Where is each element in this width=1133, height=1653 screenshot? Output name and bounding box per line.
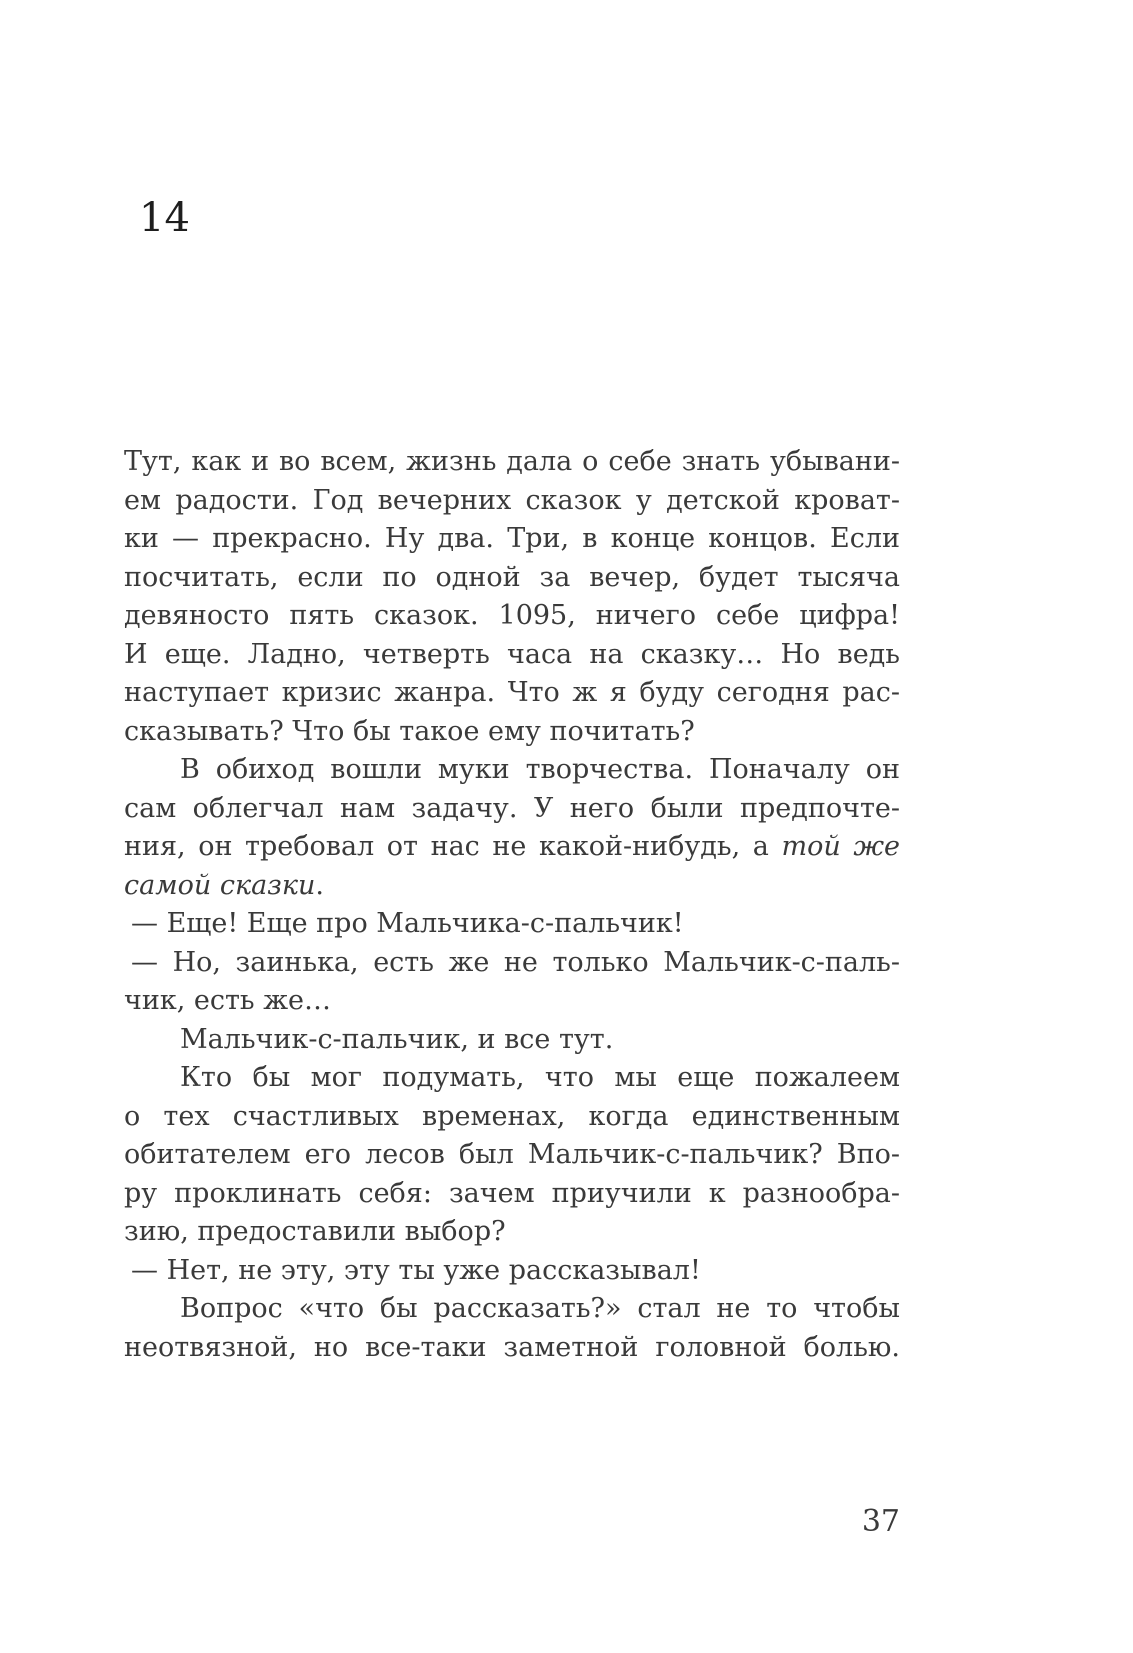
text-line: девяносто пять сказок. 1095, ничего себе цифра! xyxy=(124,600,900,631)
text-line: наступает кризис жанра. Что ж я буду сегодня рас- xyxy=(124,677,900,708)
text-line: обитателем его лесов был Мальчик-с-пальчик? Впо- xyxy=(124,1139,900,1170)
text-line: Мальчик-с-пальчик, и все тут. xyxy=(180,1023,614,1055)
text-line: ния, он требовал от нас не какой-нибудь, а той же xyxy=(124,831,900,862)
body-text xyxy=(124,443,900,1367)
text-line: ки — прекрасно. Ну два. Три, в конце концов. Если xyxy=(124,523,900,554)
text-line: сказывать? Что бы такое ему почитать? xyxy=(124,715,695,747)
text-line: неотвязной, но все-таки заметной головной болью. xyxy=(124,1331,900,1363)
page-number: 37 xyxy=(861,1504,900,1539)
text-line: чик, есть же… xyxy=(124,985,332,1016)
dialogue-line: — Нет, не эту, эту ты уже рассказывал! xyxy=(131,1254,701,1286)
text-line: о тех счастливых временах, когда единственным xyxy=(124,1100,900,1132)
dialogue-line: — Но, заинька, есть же не только Мальчик-с-паль- xyxy=(131,946,900,978)
dialogue-line: — Еще! Еще про Мальчика-с-пальчик! xyxy=(131,908,684,939)
chapter-number: 14 xyxy=(139,195,190,241)
text-line: ру проклинать себя: зачем приучили к разнообра- xyxy=(124,1177,900,1209)
text-line: Тут, как и во всем, жизнь дала о себе знать убывани- xyxy=(124,446,900,477)
italic-phrase: самой сказки xyxy=(124,869,316,901)
text-line: В обиход вошли муки творчества. Поначалу он xyxy=(180,754,900,785)
text-line: зию, предоставили выбор? xyxy=(124,1216,506,1247)
text-line: ем радости. Год вечерних сказок у детской кроват- xyxy=(124,484,900,516)
text-line: Кто бы мог подумать, что мы еще пожалеем xyxy=(180,1062,900,1093)
text-line: посчитать, если по одной за вечер, будет тысяча xyxy=(124,561,900,593)
text-line: И еще. Ладно, четверть часа на сказку… Но ведь xyxy=(124,638,900,670)
italic-phrase: той же xyxy=(781,831,900,862)
text-line: Вопрос «что бы рассказать?» стал не то чтобы xyxy=(180,1293,900,1324)
text-line: сам облегчал нам задачу. У него были предпочте- xyxy=(124,792,900,824)
text-line: самой сказки. xyxy=(124,869,325,901)
